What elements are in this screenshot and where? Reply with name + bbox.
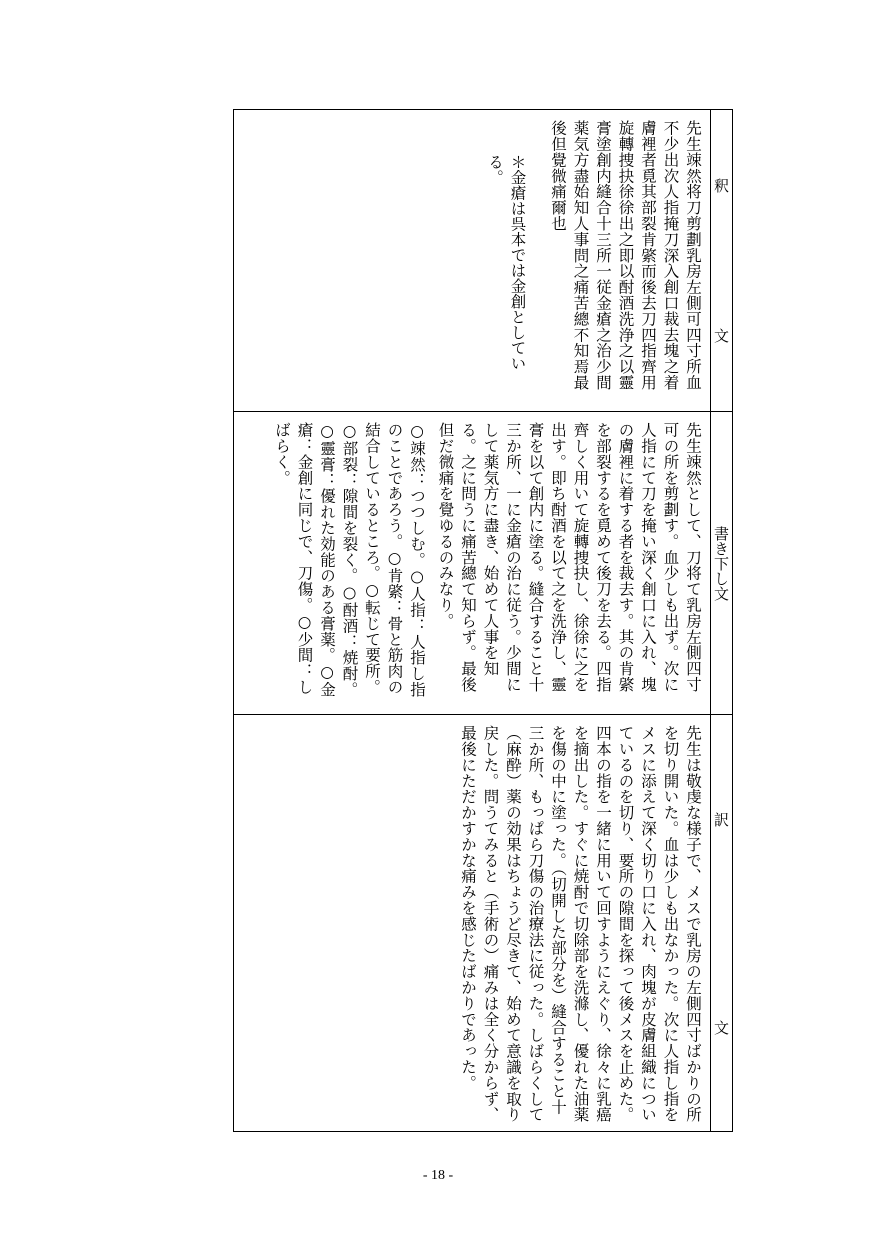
row-label <box>710 715 732 1131</box>
glossary-notes: ○竦然：つつしむ。○人指：人指し指のことであろう。○肯綮：骨と筋肉の結合しているところ。○転じて要所。○部裂：隙間を裂く。○酎酒：焼酎。○靈膏：優れた効能のある膏薬。○金瘡：金創に同じで、刀傷。○少間：しばらく。 <box>273 422 426 698</box>
row-content <box>240 120 704 405</box>
row-content <box>240 422 704 708</box>
page-number: - 18 - <box>422 1168 454 1183</box>
row-label <box>710 412 732 714</box>
row-kakikudashi <box>234 412 732 715</box>
row-content <box>240 725 704 1125</box>
annotation-note: ＊金瘡は呉本では金創としている。 <box>486 154 527 371</box>
row-label-top: 書き下し文 <box>712 525 730 601</box>
row-label-top: 訳 <box>712 811 730 827</box>
row-label-bottom: 文 <box>712 328 730 344</box>
row-label-top: 釈 <box>712 177 730 193</box>
transcription-text: 先生竦然将刀剪劃乳房左側可四寸所血不少出次人指掩刀深入創口裁去塊之着膚裡者覓其部裂肯綮而後去刀四指齊用旋轉捜抉徐徐出之即以酎酒洗浄之以靈膏塗創内縫合十三所一従金瘡之治少間薬気方盡始知人事問之痛苦總不知焉最後但覺微痛爾也 <box>549 120 702 391</box>
translation-text: 先生は敬虔な様子で、メスで乳房の左側四寸ばかりの所を切り開いた。血は少しも出なかった。次に人指し指をメスに添えて深く切り口に入れ、肉塊が皮膚組織についているのを切り、要所の隙間を探って後メスを止めた。四本の指を一緒に用いて回すようにえぐり、徐々に乳癌を摘出した。すぐに焼酎で切除部を洗滌し、優れた油薬を傷の中に塗った。（切開した部分を）縫合すること十三か所、もっぱら刀傷の治療法に従った。しばらくして（麻酔）薬の効果はちょうど尽きて、始めて意識を取り戻した。問うてみると（手術の）痛みは全く分からず、最後にただかすかな痛みを感じたばかりであった。 <box>459 725 702 1123</box>
row-label-bottom: 文 <box>712 1019 730 1035</box>
row-yakubun <box>234 715 732 1131</box>
row-shakubun <box>234 110 732 412</box>
row-label <box>710 110 732 411</box>
kakikudashi-text: 先生竦然として、刀将て乳房左側四寸可の所を剪劃す。血少しも出ず。次に人指にて刀を掩い深く創口に入れ、塊の膚裡に着する者を裁去す。其の肯綮を部裂するを覓めて後刀を去る。四指齊しく用いて旋轉捜抉し、徐徐に之を出す。即ち酎酒を以て之を洗浄し、靈膏を以て創内に塗る。縫合すること十三か所、一に金瘡の治に従う。少間にして薬気方に盡き、始めて人事を知る。之に問うに痛苦總て知らず。最後但だ微痛を覺ゆるのみなり。 <box>436 422 702 693</box>
document-table <box>233 109 733 1132</box>
